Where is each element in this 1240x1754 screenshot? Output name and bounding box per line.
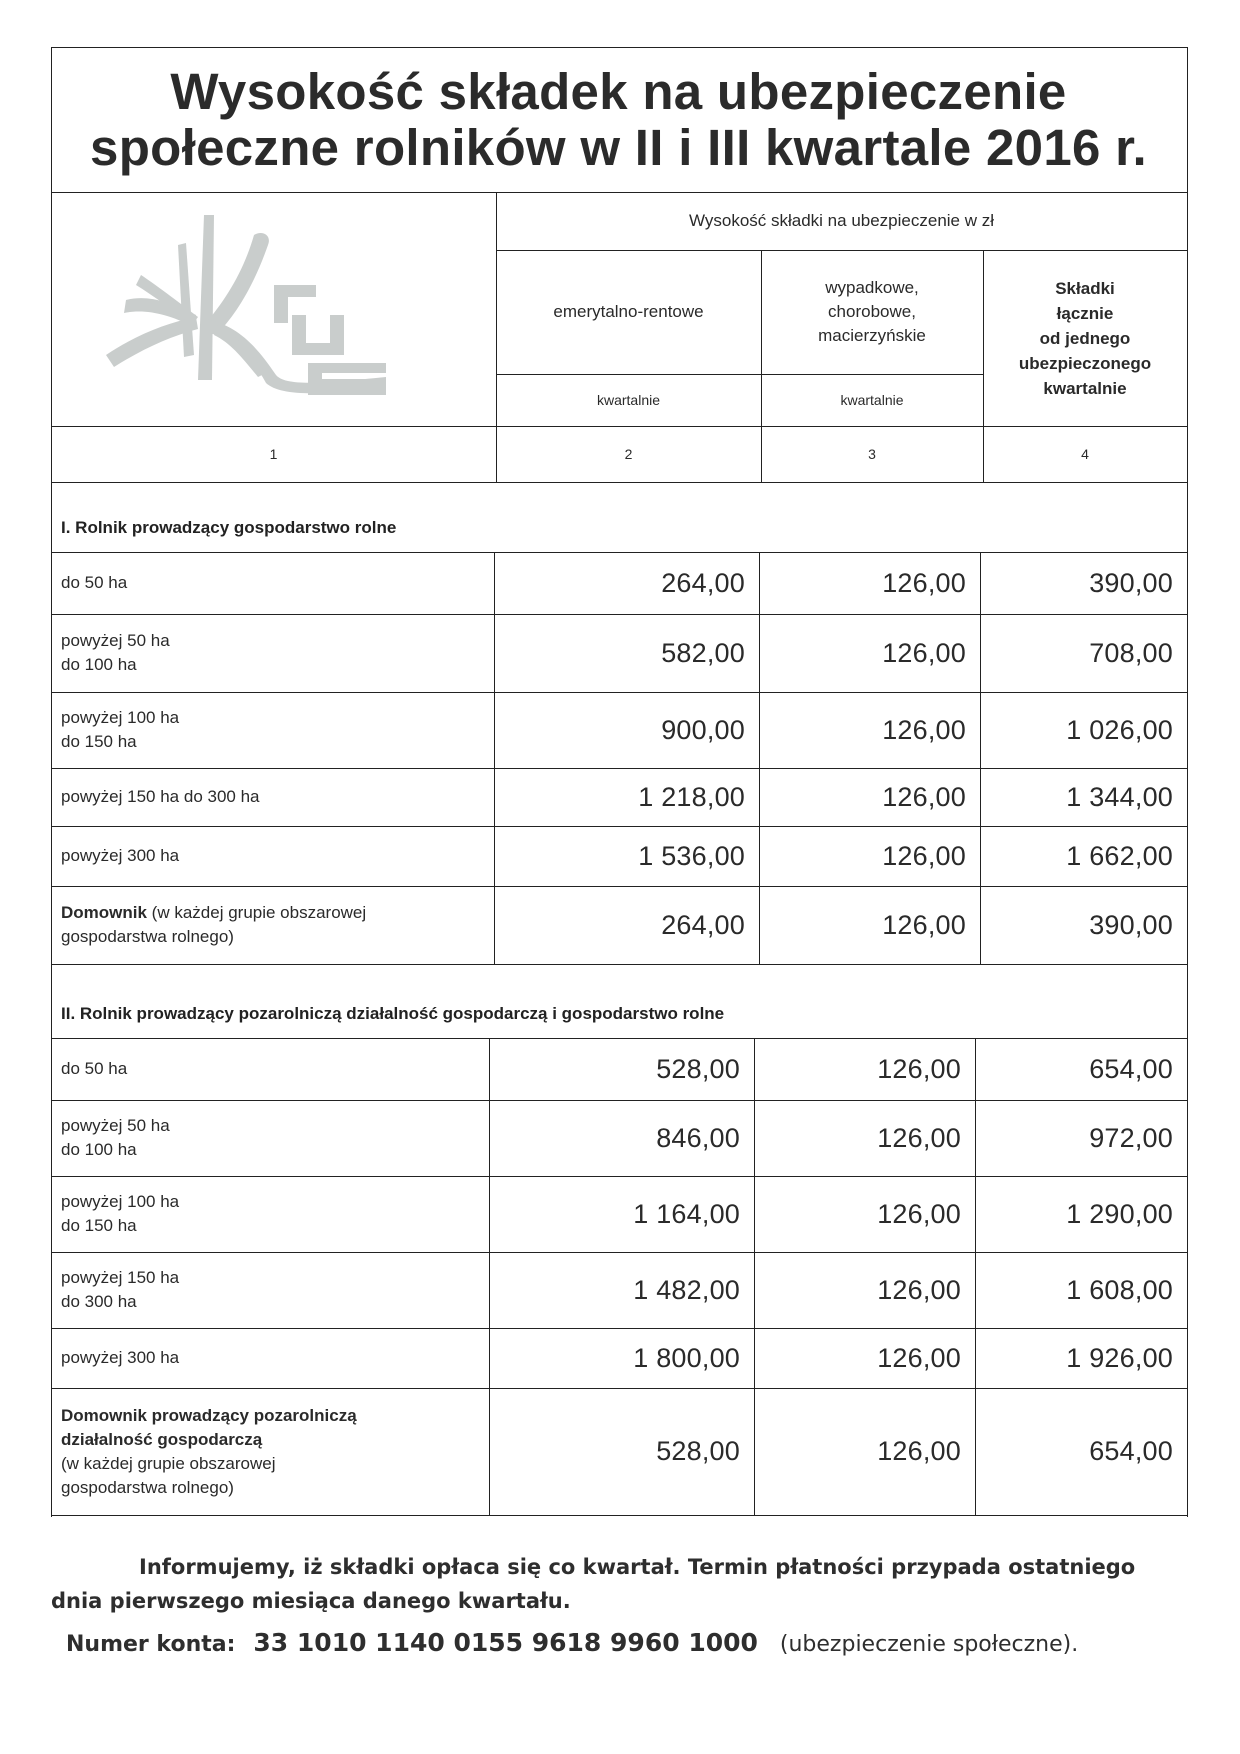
title-line-2: społeczne rolników w II i III kwartale 2016 r.: [90, 119, 1147, 176]
value-total: 654,00: [1089, 1436, 1173, 1466]
title-line-1: Wysokość składek na ubezpieczenie: [170, 63, 1067, 120]
value-total: 1 026,00: [1066, 714, 1173, 745]
table-row-label: do 50 ha: [61, 573, 128, 592]
value-total: 390,00: [1089, 909, 1173, 940]
column-header-pension: emerytalno-rentowe: [553, 302, 704, 321]
value-total: 1 344,00: [1066, 781, 1173, 812]
value-pension: 846,00: [656, 1122, 740, 1153]
value-accident: 126,00: [877, 1053, 961, 1084]
column-header-total: Składki łącznie od jednego ubezpieczonego kwartalnie: [1018, 278, 1152, 398]
table-row-label: powyżej 50 ha do 100 ha: [61, 631, 170, 674]
section-header-2: II. Rolnik prowadzący pozarolniczą działalność gospodarczą i gospodarstwo rolne: [61, 1004, 725, 1023]
krus-logo-icon: [86, 205, 416, 395]
value-total: 1 290,00: [1066, 1198, 1173, 1229]
value-pension: 528,00: [656, 1436, 740, 1466]
table-border-right: [1187, 47, 1188, 1517]
value-accident: 126,00: [877, 1198, 961, 1229]
account-label: Numer konta:: [66, 1632, 236, 1657]
value-accident: 126,00: [877, 1122, 961, 1153]
value-total: 1 926,00: [1066, 1342, 1173, 1373]
value-pension: 264,00: [661, 909, 745, 940]
value-accident: 126,00: [882, 637, 966, 668]
section-header-1: I. Rolnik prowadzący gospodarstwo rolne: [61, 518, 397, 537]
value-pension: 1 800,00: [633, 1342, 740, 1373]
value-total: 390,00: [1089, 567, 1173, 598]
account-info: [66, 1628, 1216, 1657]
value-pension: 900,00: [661, 714, 745, 745]
table-row-label: powyżej 300 ha: [61, 1348, 180, 1367]
column-sub-pension: kwartalnie: [596, 392, 661, 408]
value-accident: 126,00: [882, 714, 966, 745]
page-title: [51, 50, 1186, 190]
account-number[interactable]: 33 1010 1140 0155 9618 9960 1000: [253, 1628, 758, 1657]
value-pension: 528,00: [656, 1053, 740, 1084]
column-number-2: 2: [624, 446, 633, 462]
value-total: 972,00: [1089, 1122, 1173, 1153]
table-border-bottom: [51, 1515, 1187, 1516]
value-total: 1 662,00: [1066, 840, 1173, 871]
table-row-label: powyżej 300 ha: [61, 846, 180, 865]
table-row-label: Domownik (w każdej grupie obszarowej gospodarstwa rolnego): [61, 903, 367, 946]
column-number-3: 3: [868, 446, 876, 462]
value-pension: 264,00: [661, 567, 745, 598]
table-row-label: powyżej 150 ha do 300 ha: [61, 1268, 180, 1311]
value-accident: 126,00: [877, 1274, 961, 1305]
table-row-label: Domownik prowadzący pozarolniczą działalność gospodarczą (w każdej grupie obszarowej gospodarstwa rolnego): [61, 1405, 357, 1497]
table-row-label: do 50 ha: [61, 1059, 128, 1078]
value-pension: 1 218,00: [638, 781, 745, 812]
value-accident: 126,00: [882, 567, 966, 598]
column-header-accident: wypadkowe, chorobowe, macierzyńskie: [818, 278, 926, 345]
column-number-4: 4: [1081, 446, 1089, 462]
table-row-label: powyżej 50 ha do 100 ha: [61, 1116, 170, 1159]
payment-note: Informujemy, iż składki opłaca się co kwartał. Termin płatności przypada ostatniego dnia pierwszego miesiąca danego kwartału.: [51, 1555, 1136, 1613]
column-sub-accident: kwartalnie: [840, 392, 904, 408]
value-total: 708,00: [1089, 637, 1173, 668]
value-pension: 1 164,00: [633, 1198, 740, 1229]
table-row-label: powyżej 100 ha do 150 ha: [61, 1192, 180, 1235]
value-pension: 582,00: [661, 637, 745, 668]
value-accident: 126,00: [877, 1436, 961, 1466]
column-number-1: 1: [269, 446, 278, 462]
group-header: Wysokość składki na ubezpieczenie w zł: [688, 211, 995, 230]
table-row-label: powyżej 150 ha do 300 ha: [61, 787, 260, 806]
value-accident: 126,00: [882, 840, 966, 871]
value-accident: 126,00: [882, 781, 966, 812]
value-pension: 1 536,00: [638, 840, 745, 871]
account-purpose: (ubezpieczenie społeczne).: [779, 1632, 1079, 1657]
value-total: 1 608,00: [1066, 1274, 1173, 1305]
table-row-label: powyżej 100 ha do 150 ha: [61, 708, 180, 751]
value-accident: 126,00: [877, 1342, 961, 1373]
value-pension: 1 482,00: [633, 1274, 740, 1305]
table-border-top: [51, 47, 1187, 48]
value-total: 654,00: [1089, 1053, 1173, 1084]
value-accident: 126,00: [882, 909, 966, 940]
